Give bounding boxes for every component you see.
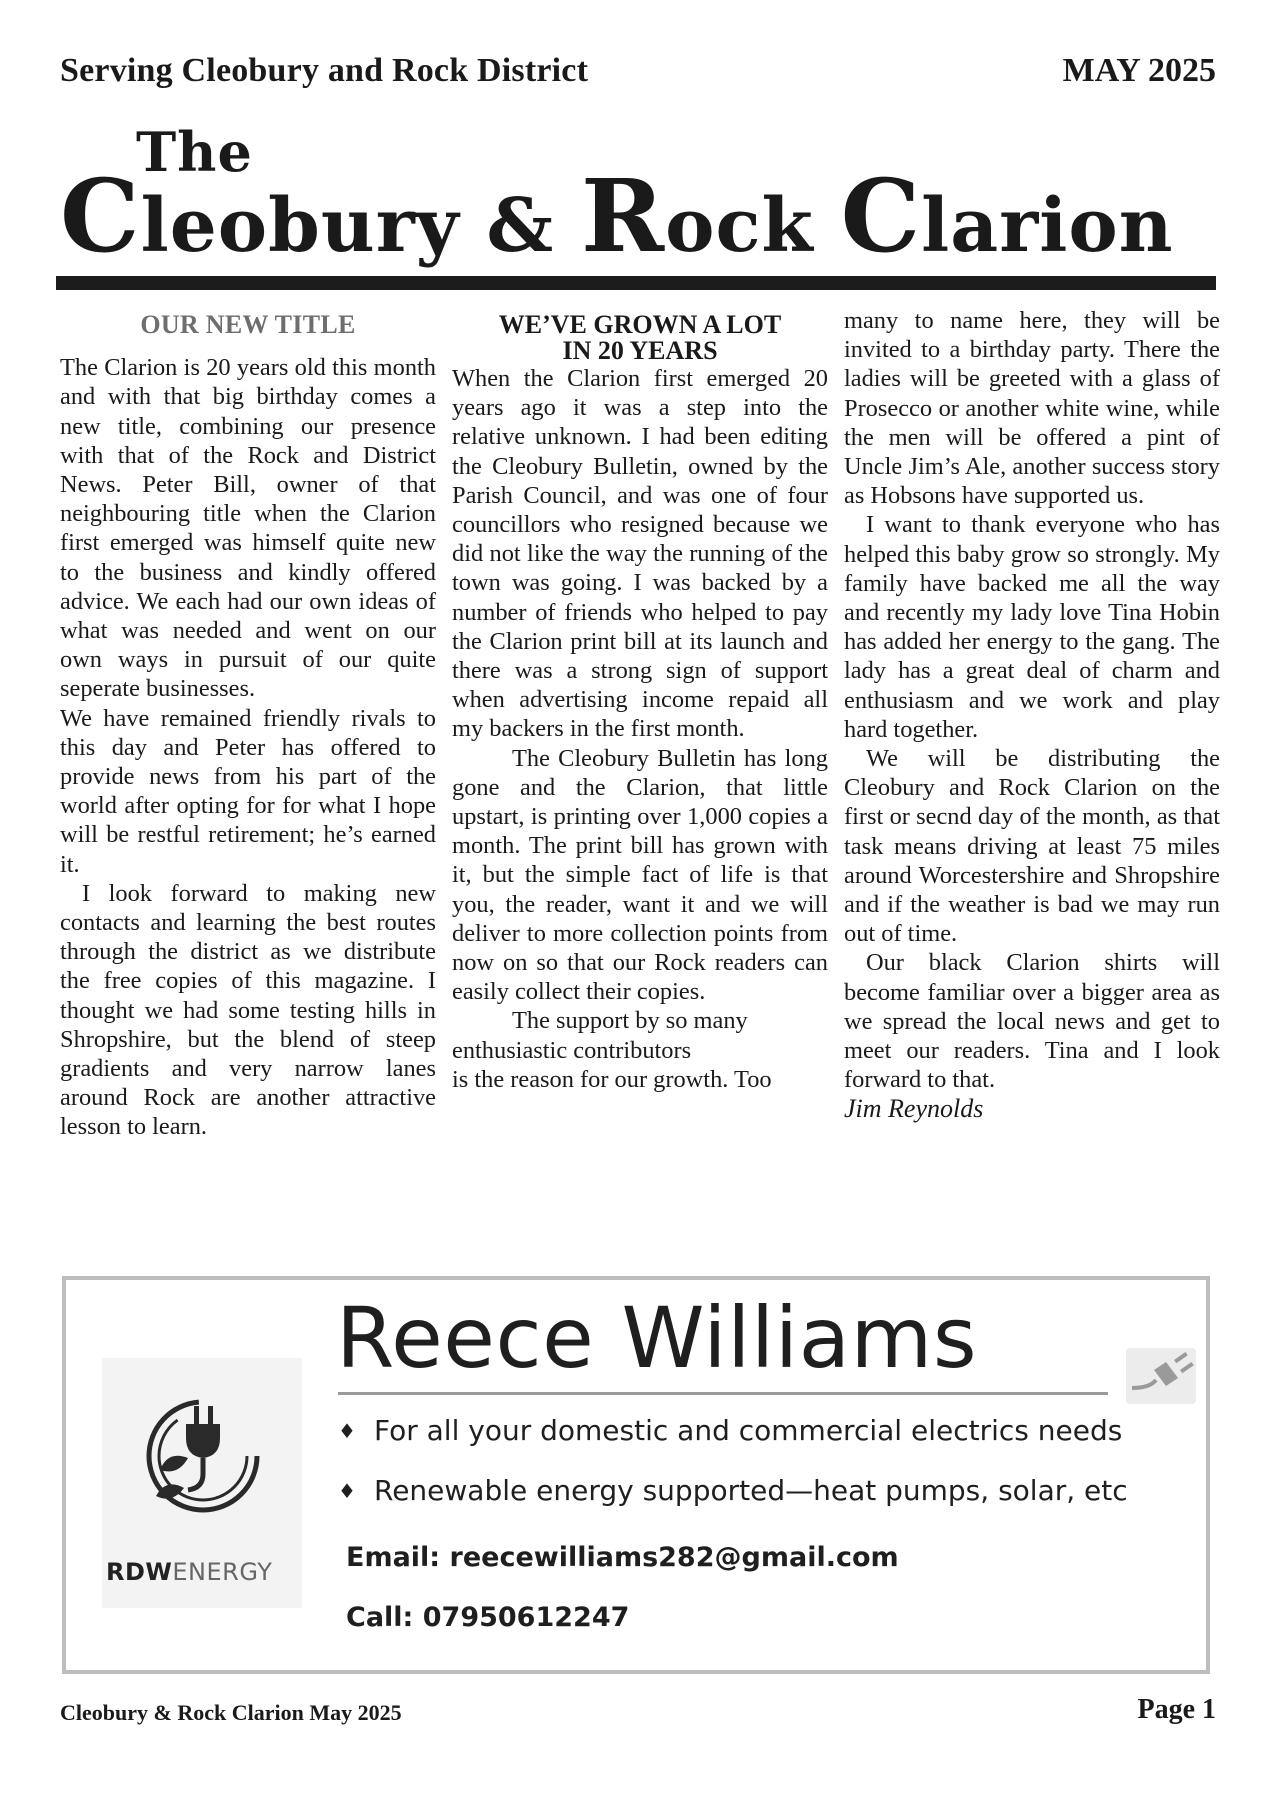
heading-line: WE’VE GROWN A LOT xyxy=(498,310,782,339)
article-paragraph: many to name here, they will be invited to a birthday party. There the ladies will be greeted with a glass of Prosecco or another white wine, while the men will be offered a pint of Uncle Jim’s Ale, another success story as Hobsons have supported us. xyxy=(844,307,1220,510)
masthead-the: The xyxy=(136,120,253,184)
advert-email: Email: reecewilliams282@gmail.com xyxy=(346,1542,899,1573)
logo-wordmark xyxy=(106,1558,272,1586)
masthead-rule xyxy=(56,276,1216,290)
article-heading xyxy=(452,312,828,364)
diamond-bullet-icon: ♦ xyxy=(338,1419,356,1443)
page-number: Page 1 xyxy=(1137,1694,1216,1725)
rdw-energy-logo xyxy=(102,1358,302,1608)
article-heading: OUR NEW TITLE xyxy=(140,310,356,339)
article-paragraph: I want to thank everyone who has helped this baby grow so strongly. My family have backed me all the way and recently my lady love Tina Hobin has added her energy to the gang. The lady has a great deal of charm and enthusiasm and we work and play hard together. xyxy=(844,511,1220,743)
article-paragraph: is the reason for our growth. Too xyxy=(452,1065,772,1093)
diamond-bullet-icon: ♦ xyxy=(338,1479,356,1503)
advert-bullet-text: For all your domestic and commercial electrics needs xyxy=(374,1414,1123,1447)
column-2 xyxy=(452,306,828,1094)
column-3 xyxy=(844,306,1220,1124)
masthead-initial: R xyxy=(581,157,666,275)
masthead-word: leobury & xyxy=(140,183,582,269)
article-paragraph: The support by so many enthusiastic contributors xyxy=(452,1007,748,1064)
heading-line: IN 20 YEARS xyxy=(562,336,718,365)
masthead-word: larion xyxy=(921,183,1174,269)
issue-date: MAY 2025 xyxy=(1062,52,1216,89)
advertiser-name: Reece Williams xyxy=(336,1289,978,1387)
author-signature: Jim Reynolds xyxy=(844,1094,984,1124)
plug-leaf-icon xyxy=(138,1366,268,1526)
article-paragraph: I look forward to making new contacts and learning the best routes through the district as we distribute the free copies of this magazine. I thought we had some testing hills in Shropshire, but the blend of steep gradients and very narrow lanes around Rock are another attractive lesson to learn. xyxy=(60,879,436,1141)
advert-phone: Call: 07950612247 xyxy=(346,1602,630,1633)
article-paragraph: Our black Clarion shirts will become familiar over a bigger area as we spread the local news and get to meet our readers. Tina and I look forward to that. xyxy=(844,949,1220,1094)
logo-word-light: ENERGY xyxy=(172,1558,273,1586)
masthead-initial: C xyxy=(60,157,141,275)
logo-word-strong: RDW xyxy=(106,1558,173,1586)
article-paragraph: We will be distributing the Cleobury and Rock Clarion on the first or secnd day of the month, as that task means driving at least 75 miles around Worcestershire and Shropshire and if the weather is bad we may run out of time. xyxy=(844,745,1220,948)
advert-underline xyxy=(338,1392,1108,1395)
advert-box xyxy=(62,1276,1210,1674)
plug-icon xyxy=(1126,1348,1196,1404)
article-paragraph: We have remained friendly rivals to this day and Peter has offered to provide news from his part of the world after opting for for what I hope will be restful retirement; he’s earned it. xyxy=(60,704,436,878)
article-paragraph: The Clarion is 20 years old this month and with that big birthday comes a new title, combining our presence with that of the Rock and District News. Peter Bill, owner of that neighbouring title when the Clarion first emerged was himself quite new to the business and kindly offered advice. We each had our own ideas of what was needed and went on our own ways in pursuit of our quite seperate businesses. xyxy=(60,354,436,703)
masthead-title xyxy=(60,157,1216,275)
column-1 xyxy=(60,306,436,1142)
advert-bullet-text: Renewable energy supported—heat pumps, solar, etc xyxy=(374,1474,1128,1507)
advert-bullet xyxy=(338,1474,1128,1507)
advert-bullet xyxy=(338,1414,1122,1447)
masthead-initial: C xyxy=(840,157,922,275)
article-paragraph: The Cleobury Bulletin has long gone and the Clarion, that little upstart, is printing over 1,000 copies a month. The print bill has grown with it, but the simple fact of life is that you, the reader, want it and we will deliver to more collection points from now on so that our Rock readers can easily collect their copies. xyxy=(452,744,828,1006)
article-paragraph: When the Clarion first emerged 20 years ago it was a step into the relative unknown. I had been editing the Cleobury Bulletin, owned by the Parish Council, and was one of four councillors who resigned because we did not like the way the running of the town was going. I was backed by a number of friends who helped to pay the Clarion print bill at its launch and there was a strong sign of support when advertising income repaid all my backers in the first month. xyxy=(452,365,828,743)
footer-publication: Cleobury & Rock Clarion May 2025 xyxy=(60,1700,402,1725)
tagline: Serving Cleobury and Rock District xyxy=(60,52,589,89)
masthead-word: ock xyxy=(665,183,841,269)
